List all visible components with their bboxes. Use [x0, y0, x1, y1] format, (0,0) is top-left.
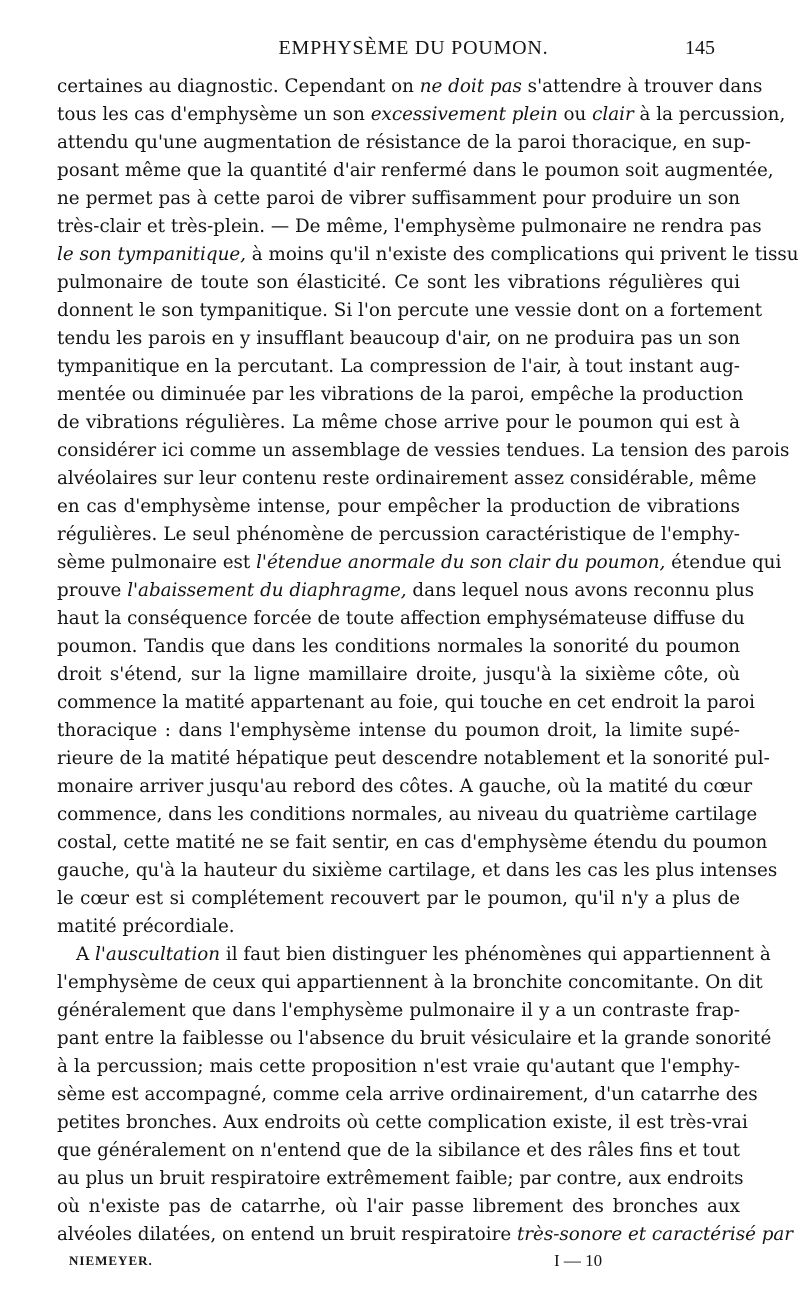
- text-line: de vibrations régulières. La même chose arrive pour le poumon qui est à: [57, 412, 740, 433]
- text-segment: s'attendre à trouver dans: [521, 76, 763, 97]
- text-segment: à la percussion,: [633, 104, 786, 125]
- text-segment: alvéoles dilatées, on entend un bruit respiratoire: [57, 1224, 517, 1245]
- text-line: donnent le son tympanitique. Si l'on percute une vessie dont on a fortement: [57, 300, 763, 321]
- text-line: gauche, qu'à la hauteur du sixième cartilage, et dans les cas les plus intenses: [57, 860, 778, 881]
- text-line: matité précordiale.: [57, 916, 235, 937]
- text-line: [57, 1221, 794, 1248]
- italic-phrase: ne doit pas: [419, 76, 522, 97]
- text-line: l'emphysème de ceux qui appartiennent à la bronchite concomitante. On dit: [57, 972, 763, 993]
- text-segment: ou: [557, 104, 593, 125]
- running-title: EMPHYSÈME DU POUMON.: [278, 37, 549, 59]
- text-line: poumon. Tandis que dans les conditions normales la sonorité du poumon: [57, 636, 740, 657]
- text-line: où n'existe pas de catarrhe, où l'air passe librement des bronches aux: [57, 1196, 740, 1217]
- text-line: commence la matité appartenant au foie, qui touche en cet endroit la paroi: [57, 692, 755, 713]
- text-segment: A: [76, 944, 96, 965]
- text-line: pant entre la faiblesse ou l'absence du bruit vésiculaire et la grande sonorité: [57, 1028, 772, 1049]
- italic-phrase: l'étendue anormale du son clair du poumon,: [256, 552, 666, 573]
- text-line: posant même que la quantité d'air renfermé dans le poumon soit augmentée,: [57, 160, 774, 181]
- text-line: sème est accompagné, comme cela arrive ordinairement, d'un catarrhe des: [57, 1084, 758, 1105]
- text-segment: tous les cas d'emphysème un son: [57, 104, 371, 125]
- text-line: thoracique : dans l'emphysème intense du poumon droit, la limite supé-: [57, 720, 740, 741]
- text-line: [57, 241, 799, 268]
- text-line: [57, 577, 755, 604]
- text-segment: certaines au diagnostic. Cependant on: [57, 76, 420, 97]
- text-line: [57, 549, 782, 576]
- text-segment: prouve: [57, 580, 128, 601]
- italic-phrase: l'abaissement du diaphragme,: [127, 580, 407, 601]
- text-line: petites bronches. Aux endroits où cette complication existe, il est très-vrai: [57, 1112, 748, 1133]
- text-line: que généralement on n'entend que de la sibilance et des râles fins et tout: [57, 1140, 741, 1161]
- text-line: généralement que dans l'emphysème pulmonaire il y a un contraste frap-: [57, 1000, 740, 1021]
- text-line: au plus un bruit respiratoire extrêmement faible; par contre, aux endroits: [57, 1168, 744, 1189]
- text-line: alvéolaires sur leur contenu reste ordinairement assez considérable, même: [57, 468, 757, 489]
- text-line: attendu qu'une augmentation de résistance de la paroi thoracique, en sup-: [57, 132, 751, 153]
- printer-signature: NIEMEYER.: [69, 1253, 153, 1268]
- text-line: tendu les parois en y insufflant beaucoup d'air, on ne produira pas un son: [57, 328, 740, 349]
- text-line: régulières. Le seul phénomène de percussion caractéristique de l'emphy-: [57, 524, 740, 545]
- text-line: monaire arriver jusqu'au rebord des côtes. A gauche, où la matité du cœur: [57, 776, 753, 797]
- text-segment: il faut bien distinguer les phénomènes qui appartiennent à: [220, 944, 771, 965]
- text-line: tympanitique en la percutant. La compression de l'air, à tout instant aug-: [57, 356, 740, 377]
- page-footer: [69, 1253, 669, 1275]
- page-number: 145: [685, 37, 715, 59]
- text-line: commence, dans les conditions normales, au niveau du quatrième cartilage: [57, 804, 758, 825]
- italic-phrase: très-sonore et caractérisé par: [516, 1224, 794, 1245]
- text-line: [57, 101, 786, 128]
- text-segment: étendue qui: [665, 552, 782, 573]
- text-line: pulmonaire de toute son élasticité. Ce sont les vibrations régulières qui: [57, 272, 740, 293]
- text-segment: sème pulmonaire est: [57, 552, 257, 573]
- italic-phrase: clair: [592, 104, 634, 125]
- text-line: le cœur est si complétement recouvert par le poumon, qu'il n'y a plus de: [57, 888, 740, 909]
- body-text: [57, 73, 799, 1253]
- sheet-mark: I — 10: [554, 1251, 603, 1270]
- text-line: mentée ou diminuée par les vibrations de la paroi, empêche la production: [57, 384, 744, 405]
- text-line: costal, cette matité ne se fait sentir, en cas d'emphysème étendu du poumon: [57, 832, 768, 853]
- text-line: [57, 73, 763, 100]
- text-line: très-clair et très-plein. — De même, l'emphysème pulmonaire ne rendra pas: [57, 216, 762, 237]
- text-segment: à moins qu'il n'existe des complications qui privent le tissu: [245, 244, 799, 265]
- text-line: haut la conséquence forcée de toute affection emphysémateuse diffuse du: [57, 608, 745, 629]
- text-line: considérer ici comme un assemblage de vessies tendues. La tension des parois: [57, 440, 790, 461]
- text-line: ne permet pas à cette paroi de vibrer suffisamment pour produire un son: [57, 188, 740, 209]
- text-line: droit s'étend, sur la ligne mamillaire droite, jusqu'à la sixième côte, où: [57, 664, 740, 685]
- italic-phrase: excessivement plein: [370, 104, 558, 125]
- text-segment: dans lequel nous avons reconnu plus: [406, 580, 755, 601]
- italic-phrase: le son tympanitique,: [57, 244, 246, 265]
- text-line: en cas d'emphysème intense, pour empêcher la production de vibrations: [57, 496, 740, 517]
- text-line: à la percussion; mais cette proposition n'est vraie qu'autant que l'emphy-: [57, 1056, 740, 1077]
- text-line: rieure de la matité hépatique peut descendre notablement et la sonorité pul-: [57, 748, 770, 769]
- italic-phrase: l'auscultation: [95, 944, 221, 965]
- text-line: [76, 941, 771, 968]
- running-head: [112, 37, 715, 63]
